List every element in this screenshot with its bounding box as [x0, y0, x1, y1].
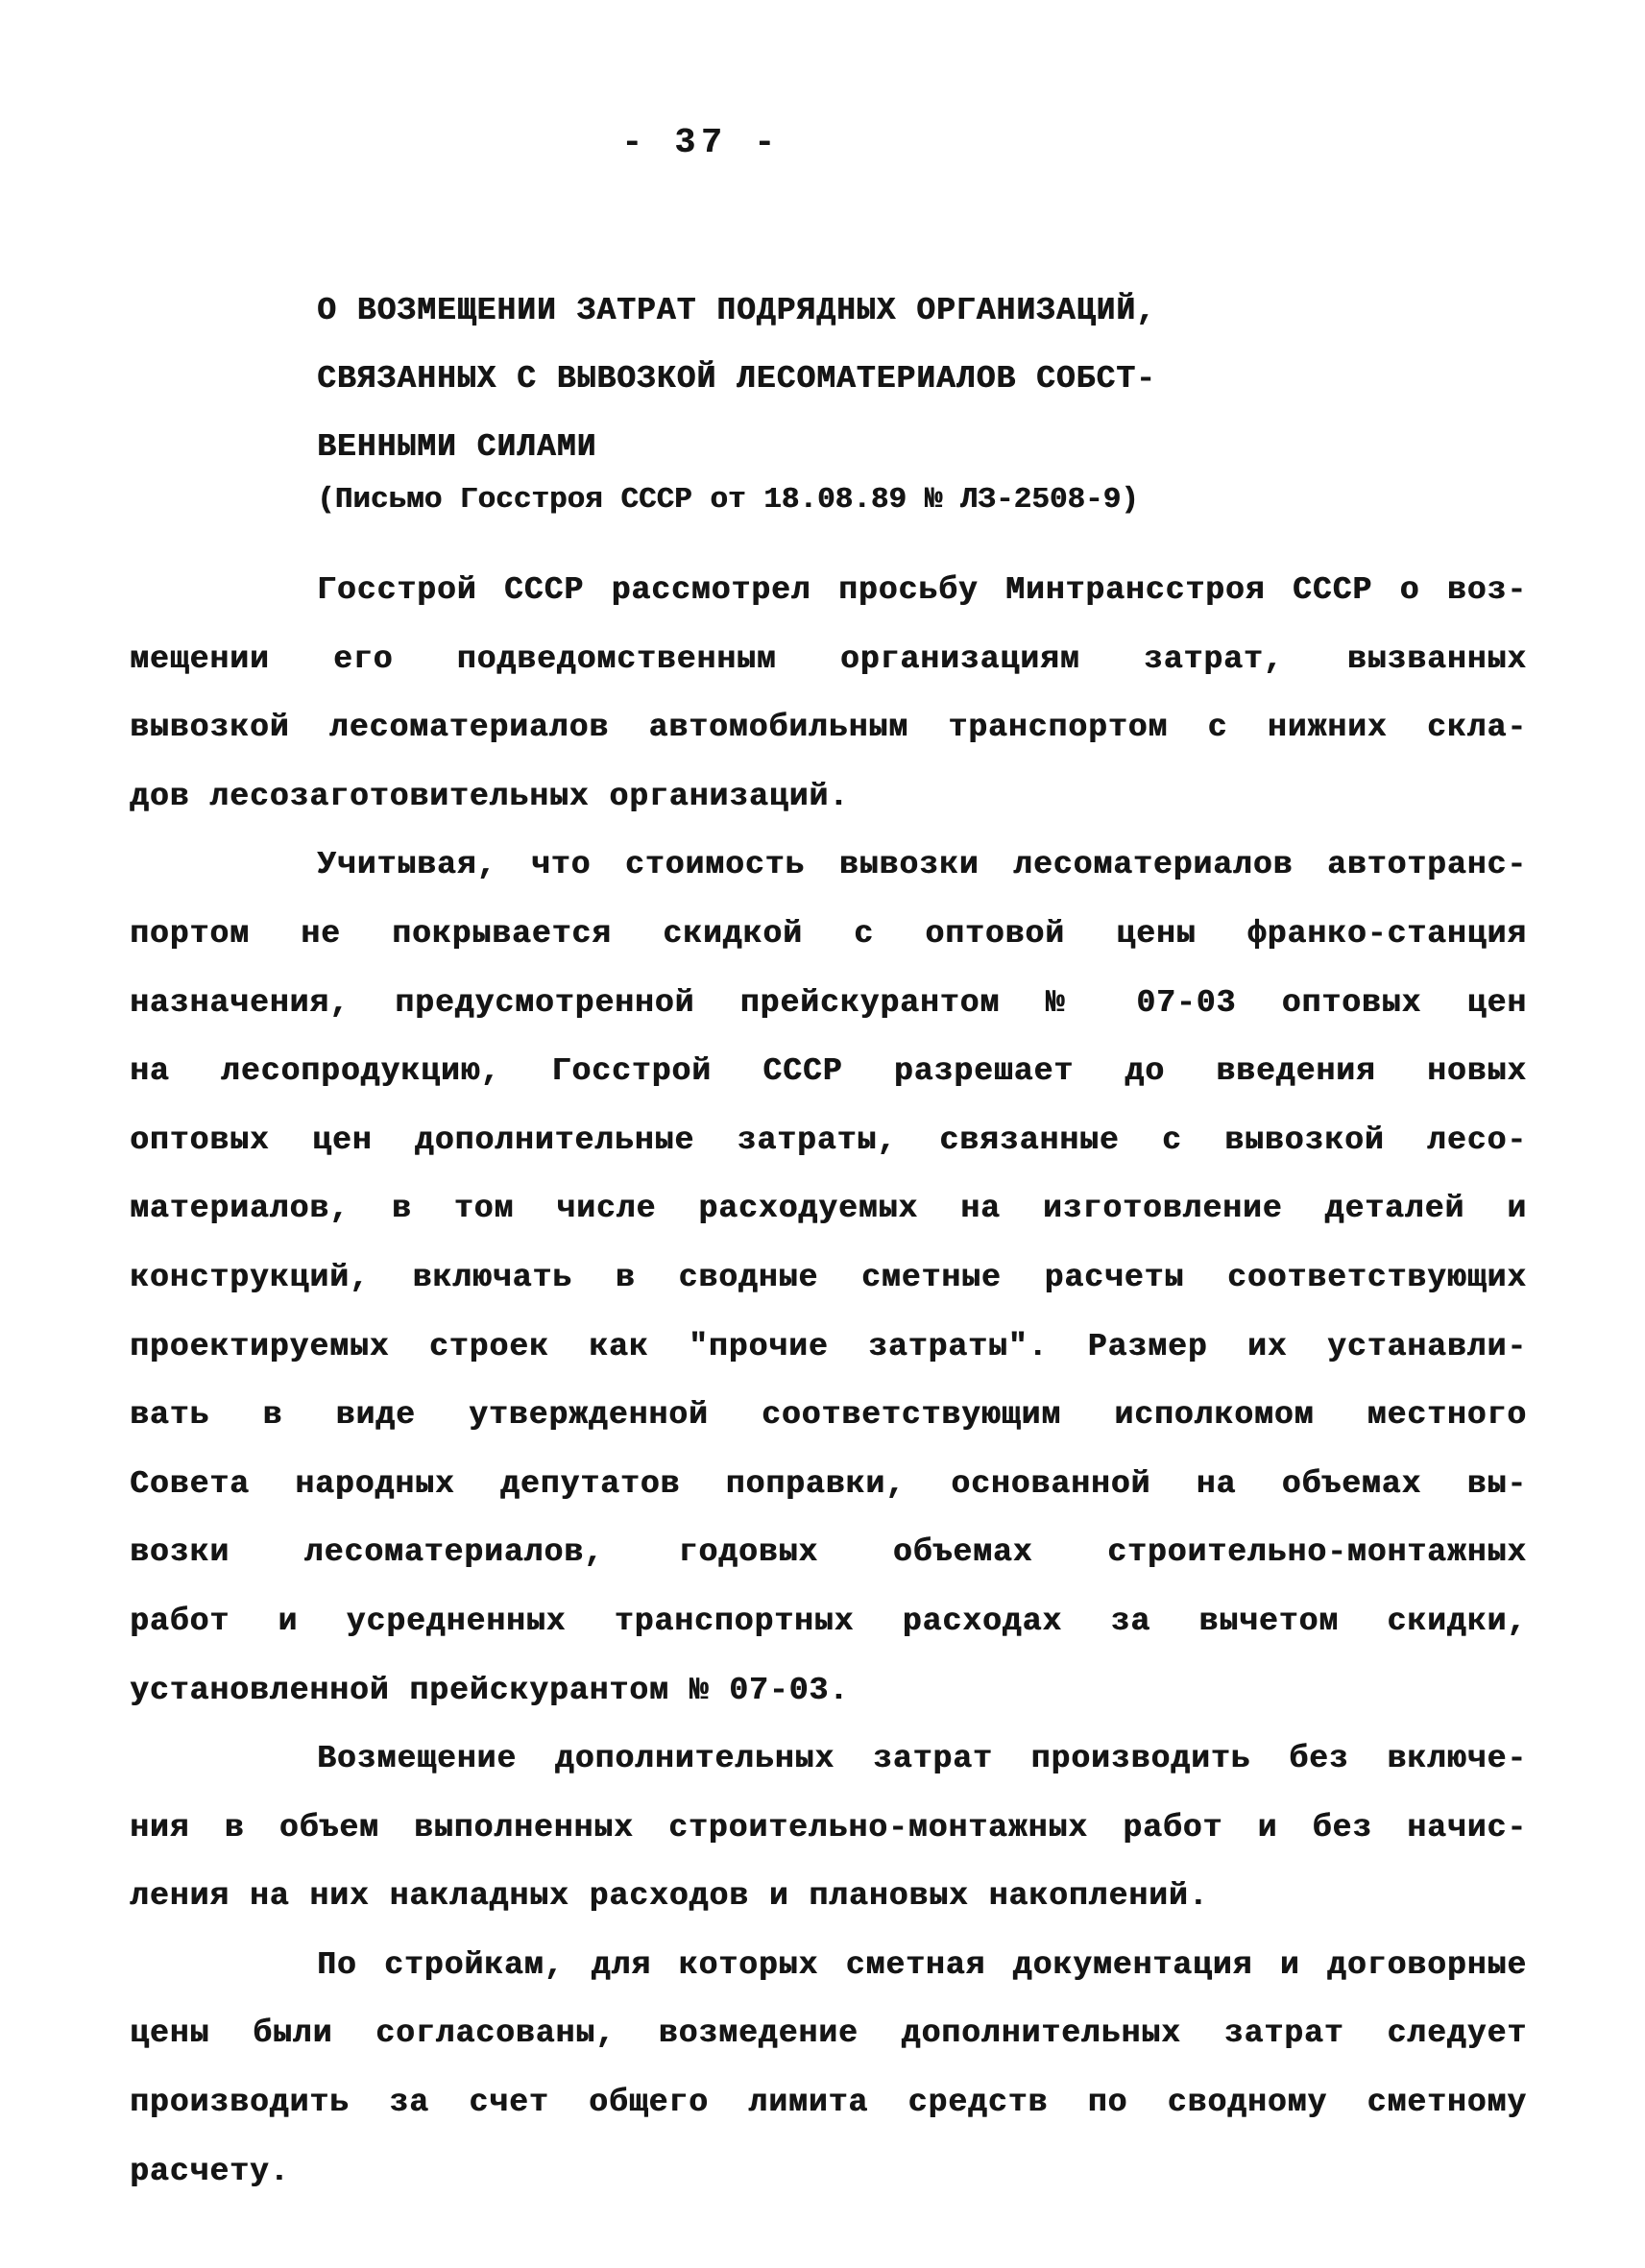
body-line: дов лесозаготовительных организаций. — [130, 778, 849, 814]
body-line: производить за счет общего лимита средств по сводному сметному — [130, 2085, 1527, 2121]
body-line: на лесопродукцию, Госстрой СССР разрешает до введения новых — [130, 1053, 1527, 1090]
body-line: ния в объем выполненных строительно-монтажных работ и без начис- — [130, 1809, 1527, 1846]
body-line: Совета народных депутатов поправки, основанной на объемах вы- — [130, 1465, 1527, 1502]
body-line: установленной прейскурантом № 07-03. — [130, 1672, 849, 1708]
body-line: вать в виде утвержденной соответствующим исполкомом местного — [130, 1397, 1527, 1434]
title-line: О ВОЗМЕЩЕНИИ ЗАТРАТ ПОДРЯДНЫХ ОРГАНИЗАЦИЙ, — [317, 293, 1156, 328]
body-line: возки лесоматериалов, годовых объемах строительно-монтажных — [130, 1534, 1527, 1571]
body-line: Возмещение дополнительных затрат производить без включе- — [317, 1741, 1527, 1777]
document-body — [130, 572, 1527, 2222]
body-line: Госстрой СССР рассмотрел просьбу Минтрансстроя СССР о воз- — [317, 572, 1527, 608]
body-line: проектируемых строек как "прочие затраты". Размер их устанавли- — [130, 1328, 1527, 1364]
body-line: мещении его подведомственным организациям затрат, вызванных — [130, 640, 1527, 677]
body-line: По стройкам, для которых сметная документация и договорные — [317, 1946, 1527, 1983]
body-line: цены были согласованы, возмедение дополнительных затрат следует — [130, 2015, 1527, 2052]
letter-reference: (Письмо Госстроя СССР от 18.08.89 № ЛЗ-2508-9) — [317, 483, 1139, 517]
title-line: СВЯЗАННЫХ С ВЫВОЗКОЙ ЛЕСОМАТЕРИАЛОВ СОБСТ- — [317, 361, 1156, 397]
body-line: оптовых цен дополнительные затраты, связанные с вывозкой лесо- — [130, 1122, 1527, 1158]
body-line: ления на них накладных расходов и плановых накоплений. — [130, 1878, 1209, 1915]
body-line: конструкций, включать в сводные сметные расчеты соответствующих — [130, 1259, 1527, 1295]
body-line: расчету. — [130, 2153, 290, 2189]
title-line: ВЕННЫМИ СИЛАМИ — [317, 429, 597, 465]
body-line: материалов, в том числе расходуемых на изготовление деталей и — [130, 1191, 1527, 1227]
body-line: Учитывая, что стоимость вывозки лесоматериалов автотранс- — [317, 847, 1527, 883]
body-line: назначения, предусмотренной прейскурантом № 07-03 оптовых цен — [130, 984, 1527, 1021]
body-line: работ и усредненных транспортных расходах за вычетом скидки, — [130, 1603, 1527, 1639]
body-line: портом не покрывается скидкой с оптовой цены франко-станция — [130, 915, 1527, 952]
body-line: вывозкой лесоматериалов автомобильным транспортом с нижних скла- — [130, 710, 1527, 746]
document-title — [317, 277, 1277, 481]
page-number: - 37 - — [621, 123, 781, 162]
